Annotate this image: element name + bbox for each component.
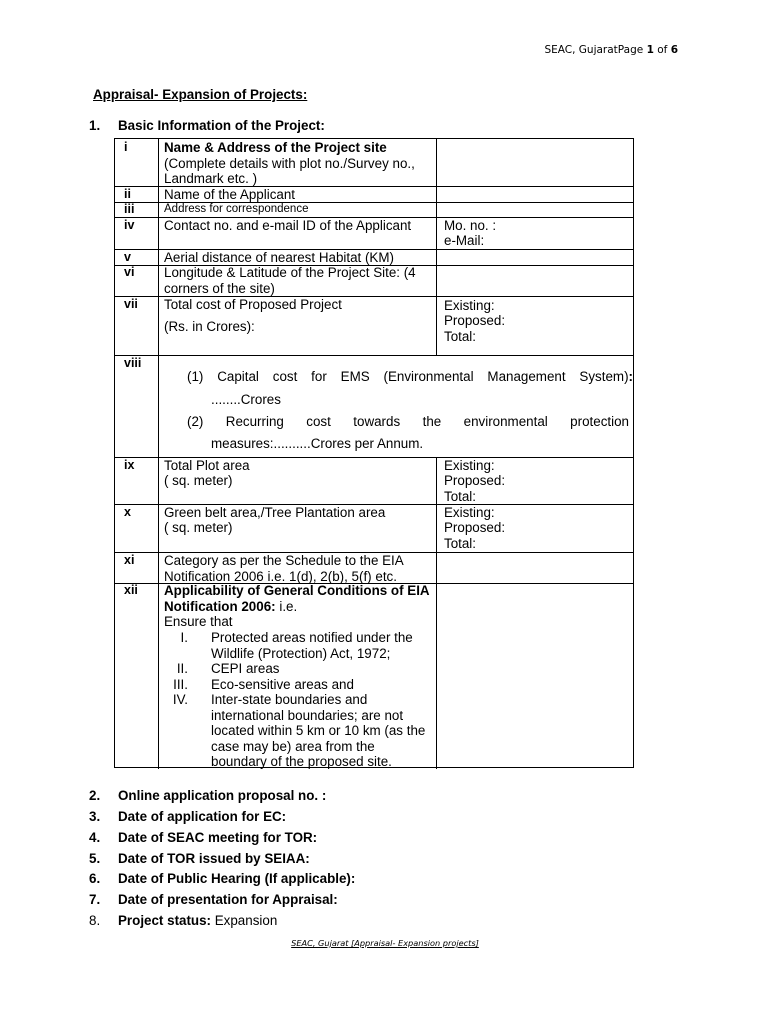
section1-number: 1.: [89, 118, 101, 133]
list-item-7-number: 7.: [89, 892, 101, 907]
row-ix-total: Total:: [444, 489, 477, 504]
list-item-5-label: Date of TOR issued by SEIAA:: [118, 851, 310, 866]
row-viii-number: viii: [124, 356, 142, 370]
col-divider-value-top: [436, 139, 437, 356]
row-ix-label2: ( sq. meter): [164, 473, 233, 488]
row-xii-item-2-roman: II.: [176, 661, 188, 676]
row-vii-label1: Total cost of Proposed Project: [164, 297, 342, 312]
row-viii-item1-colon: :: [628, 369, 633, 384]
header-page-num: 1: [646, 44, 654, 56]
row-vi-number: vi: [124, 265, 135, 279]
row-x-proposed: Proposed:: [444, 520, 506, 535]
row-iv-email: e-Mail:: [444, 233, 485, 248]
row-viii-item1-b: ........Crores: [211, 392, 281, 407]
row-iv-number: iv: [124, 218, 135, 232]
row-x-label1: Green belt area,/Tree Plantation area: [164, 505, 386, 520]
row-viii-item1-a: [187, 369, 633, 385]
row-ix-proposed: Proposed:: [444, 473, 506, 488]
list-item-4-number: 4.: [89, 830, 101, 845]
list-item-8: [118, 913, 277, 928]
page-footer: SEAC, Gujarat [Appraisal- Expansion projects]: [291, 938, 479, 948]
row-xii-label: [164, 583, 434, 614]
row-xii-item-1-roman: I.: [180, 630, 188, 645]
row-x-total: Total:: [444, 536, 477, 551]
list-item-7: [118, 892, 338, 907]
row-xi-label: Category as per the Schedule to the EIA Notification 2006 i.e. 1(d), 2(b), 5(f) etc.: [164, 553, 403, 584]
row-vii-number: vii: [124, 297, 138, 311]
list-item-3: [118, 809, 286, 824]
list-item-8-number: 8.: [89, 913, 101, 928]
row-v-label: Aerial distance of nearest Habitat (KM): [164, 250, 394, 265]
row-vi-label: Longitude & Latitude of the Project Site: (4 corners of the site): [164, 265, 416, 296]
row-viii-item1-text: (1) Capital cost for EMS (Environmental Management System): [187, 369, 629, 384]
header-total-pages: 6: [670, 44, 678, 56]
row-iii-number: iii: [124, 202, 135, 216]
row-ii-label: Name of the Applicant: [164, 187, 296, 202]
row-vii-total: Total:: [444, 329, 477, 344]
row-xii-label-ie: i.e.: [275, 598, 298, 614]
row-iv-mobile: Mo. no. :: [444, 218, 497, 233]
page-header: [544, 44, 678, 56]
row-xii-ensure: Ensure that: [164, 614, 233, 629]
list-item-3-number: 3.: [89, 809, 101, 824]
row-iv-label: Contact no. and e-mail ID of the Applicant: [164, 218, 412, 233]
section1-title: Basic Information of the Project:: [118, 118, 325, 133]
row-xii-label-bold: Applicability of General Conditions of EIA Notification 2006:: [164, 583, 430, 614]
basic-info-table: [114, 138, 634, 768]
row-i-label-bold: Name & Address of the Project site: [164, 140, 387, 155]
row-x-label2: ( sq. meter): [164, 520, 233, 535]
list-item-2-number: 2.: [89, 788, 101, 803]
header-of-label: of: [657, 44, 668, 56]
row-i-number: i: [124, 140, 128, 154]
row-ix-label1: Total Plot area: [164, 458, 250, 473]
list-item-8-label: Project status:: [118, 913, 212, 928]
header-page-label: Page: [617, 44, 644, 56]
row-i-label-rest: (Complete details with plot no./Survey no., Landmark etc. ): [164, 155, 415, 186]
list-item-4-label: Date of SEAC meeting for TOR:: [118, 830, 318, 845]
list-item-5-number: 5.: [89, 851, 101, 866]
row-xii-item-3-text: Eco-sensitive areas and: [211, 677, 354, 692]
row-ix-existing: Existing:: [444, 458, 495, 473]
list-item-8-value: Expansion: [211, 913, 278, 928]
row-viii-item2-a: (2) Recurring cost towards the environmental protection: [187, 414, 629, 429]
list-item-6-label: Date of Public Hearing (If applicable):: [118, 871, 356, 886]
row-i-label: [164, 140, 432, 187]
list-item-2-label: Online application proposal no. :: [118, 788, 327, 803]
row-vii-proposed: Proposed:: [444, 313, 506, 328]
header-org: SEAC, Gujarat: [544, 44, 618, 56]
list-item-2: [118, 788, 326, 803]
row-x-existing: Existing:: [444, 505, 495, 520]
list-item-6-number: 6.: [89, 871, 101, 886]
row-vii-existing: Existing:: [444, 298, 495, 313]
row-divider: [115, 355, 633, 356]
row-v-number: v: [124, 250, 131, 264]
row-vii-label2: (Rs. in Crores):: [164, 319, 255, 334]
row-ix-number: ix: [124, 458, 135, 472]
row-iii-label: Address for correspondence: [164, 203, 309, 215]
row-xii-item-3-roman: III.: [173, 677, 188, 692]
row-xii-item-1-text: Protected areas notified under the Wildlife (Protection) Act, 1972;: [211, 630, 413, 661]
list-item-4: [118, 830, 317, 845]
list-item-7-label: Date of presentation for Appraisal:: [118, 892, 338, 907]
row-xii-number: xii: [124, 583, 138, 597]
row-xi-number: xi: [124, 553, 135, 567]
row-viii-item2-b: measures:..........Crores per Annum.: [211, 436, 424, 451]
row-xii-item-4-text: Inter-state boundaries and international boundaries; are not located within 5 km or 10 km (as the case may be) area from the boundary of the proposed site.: [211, 692, 426, 769]
list-item-5: [118, 851, 310, 866]
row-ii-number: ii: [124, 187, 131, 201]
row-xii-item-2-text: CEPI areas: [211, 661, 280, 676]
row-x-number: x: [124, 505, 131, 519]
list-item-6: [118, 871, 355, 886]
row-xii-item-4-roman: IV.: [172, 692, 188, 707]
col-divider-number: [158, 139, 159, 769]
list-item-3-label: Date of application for EC:: [118, 809, 287, 824]
document-title: Appraisal- Expansion of Projects:: [93, 87, 308, 102]
